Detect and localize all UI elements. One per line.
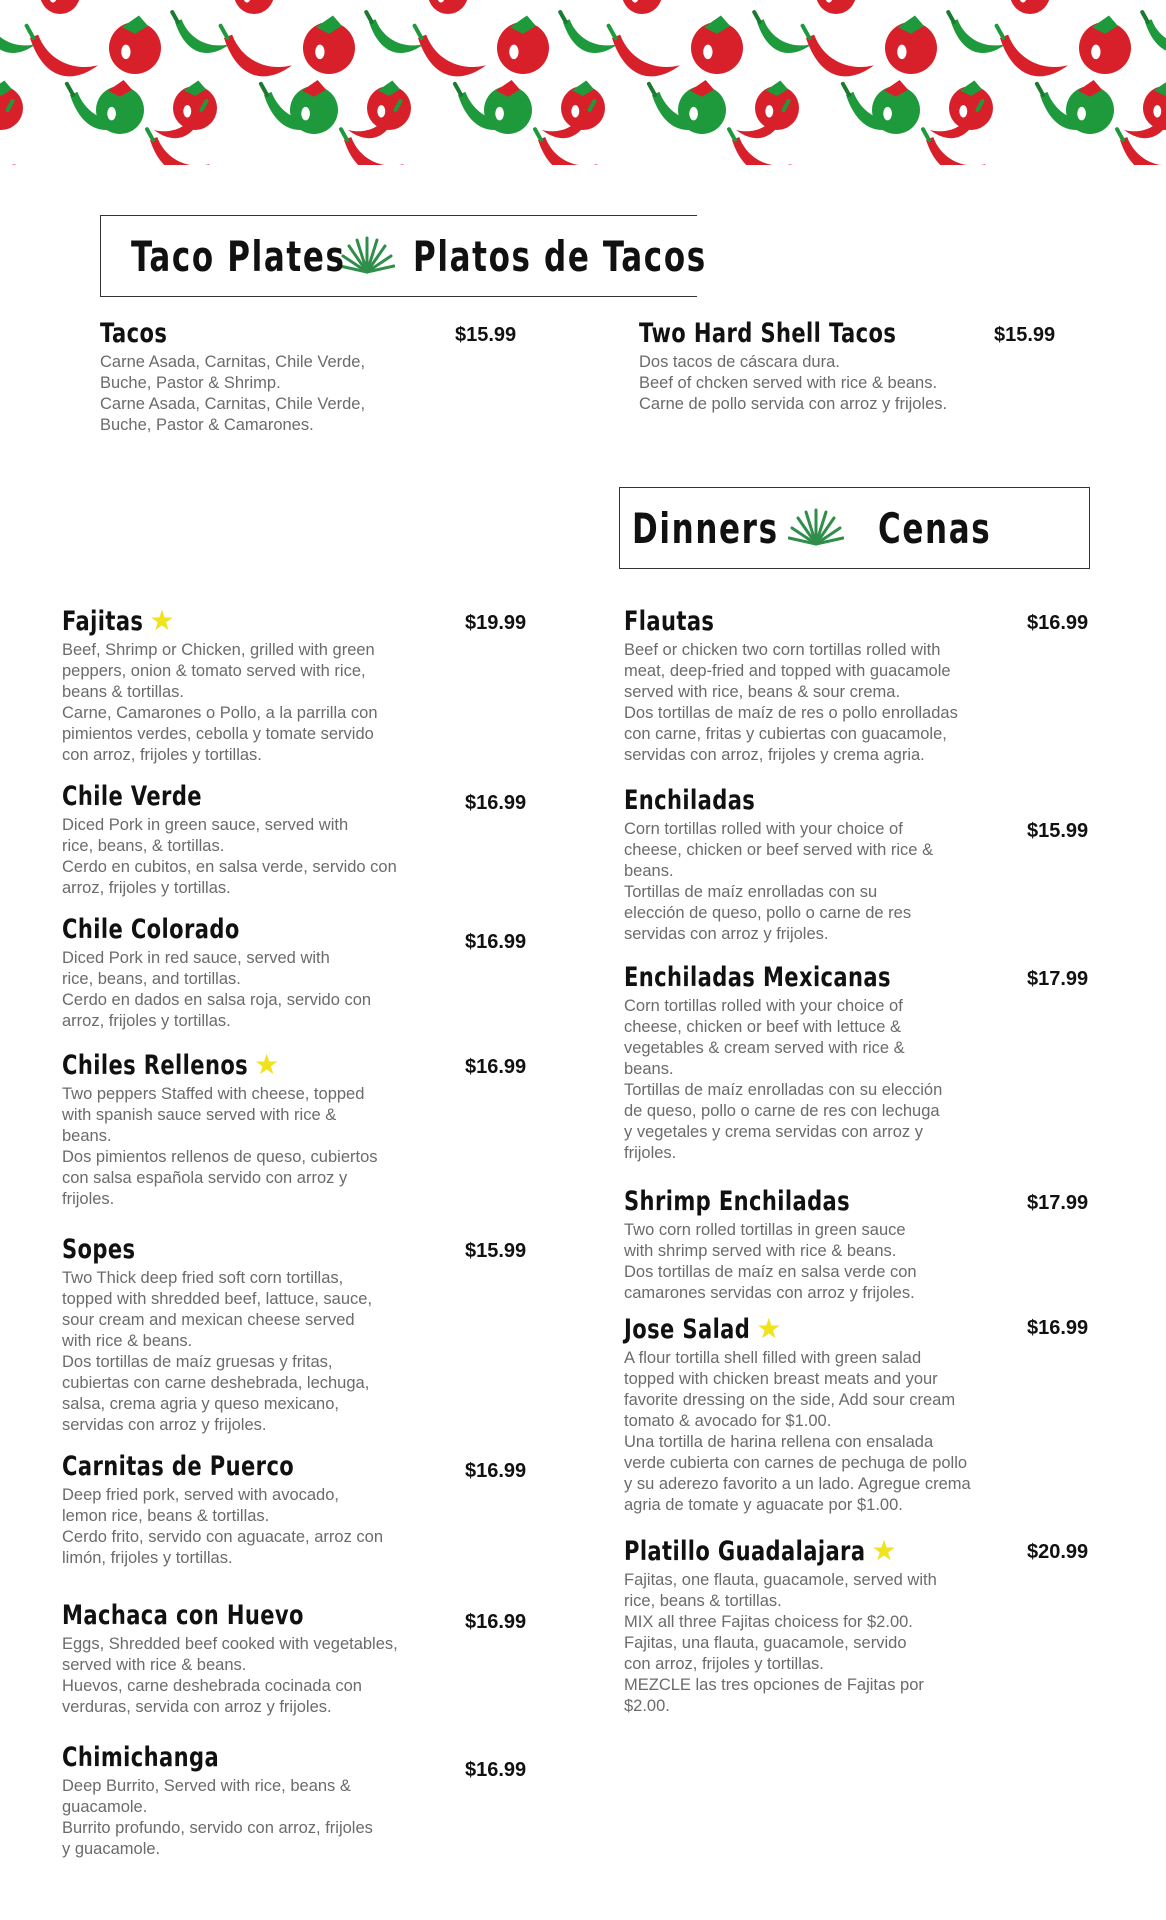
item-price: $17.99 (1027, 1192, 1089, 1214)
item-description: Two peppers Staffed with cheese, topped with spanish sauce served with rice & beans. Dos pimientos rellenos de queso, cubiertos con salsa española servido con arroz y frijoles. (62, 1085, 378, 1208)
item-price: $16.99 (465, 931, 527, 953)
item-name: Platillo Guadalajara (624, 1536, 866, 1567)
chili-shape (150, 137, 210, 165)
item-name: Two Hard Shell Tacos (639, 318, 897, 349)
chili-shape (1120, 137, 1166, 165)
item-price: $16.99 (1027, 1317, 1089, 1339)
menu-item-chiles-rellenos (62, 1050, 378, 1210)
item-price: $16.99 (465, 1460, 527, 1482)
menu-item-chimichanga (62, 1742, 373, 1860)
chili-shape (418, 35, 486, 77)
item-price: $15.99 (1027, 820, 1089, 842)
chili-shape (1000, 35, 1068, 77)
dinners-title-es: Cenas (878, 503, 992, 553)
tomato-shape (622, 0, 662, 14)
item-description: Fajitas, one flauta, guacamole, served with rice, beans & tortillas. MIX all three Fajitas choicess for $2.00. Fajitas, una flauta, guacamole, servido con arroz, frijoles y tortillas. MEZCLE las tres opciones de Fajitas por $2.00. (624, 1571, 937, 1715)
item-price: $20.99 (1027, 1541, 1089, 1563)
menu-item-carnitas-de-puerco (62, 1451, 383, 1569)
item-price: $16.99 (1027, 612, 1089, 634)
menu-item-enchiladas-mexicanas (624, 962, 966, 1164)
item-price: $16.99 (465, 1611, 527, 1633)
menu-item-shrimp-enchiladas (624, 1186, 917, 1304)
item-description: Diced Pork in red sauce, served with rice, beans, and tortillas. Cerdo en dados en salsa roja, servido con arroz, frijoles y tortillas. (62, 949, 372, 1030)
star-icon: ★ (149, 605, 175, 636)
item-price: $17.99 (1027, 968, 1089, 990)
item-name: Shrimp Enchiladas (624, 1186, 851, 1217)
chili-shape (30, 35, 98, 77)
item-name: Chile Verde (62, 781, 202, 812)
menu-item-sopes (62, 1234, 372, 1436)
menu-item-jose-salad (624, 1314, 971, 1516)
item-description: Beef, Shrimp or Chicken, grilled with green peppers, onion & tomato served with rice, beans & tortillas. Carne, Camarones o Pollo, a la parrilla con pimientos verdes, cebolla y tomate servido con arroz, frijoles y tortillas. (62, 641, 378, 764)
menu-item-chile-verde (62, 781, 397, 899)
item-price: $15.99 (994, 324, 1056, 346)
chili-shape (0, 137, 16, 165)
chili-tomato-pattern (0, 0, 1166, 165)
item-description: Diced Pork in green sauce, served with rice, beans, & tortillas. Cerdo en cubitos, en salsa verde, servido con arroz, frijoles y tortillas. (62, 816, 397, 897)
menu-item-machaca-con-huevo (62, 1600, 398, 1718)
menu-item-fajitas (62, 606, 378, 766)
item-name: Enchiladas Mexicanas (624, 962, 891, 993)
taco-plates-header (100, 215, 707, 297)
item-name: Enchiladas (624, 785, 756, 816)
menu-item-flautas (624, 606, 958, 766)
item-name: Tacos (100, 318, 168, 349)
item-price: $15.99 (465, 1240, 527, 1262)
star-icon: ★ (871, 1535, 897, 1566)
taco-plates-title-es: Platos de Tacos (413, 231, 707, 281)
chili-shape (612, 35, 680, 77)
item-name: Flautas (624, 606, 715, 637)
item-name: Chile Colorado (62, 914, 240, 945)
chili-shape (538, 137, 598, 165)
item-name: Chiles Rellenos (62, 1050, 249, 1081)
item-description: Corn tortillas rolled with your choice of cheese, chicken or beef served with rice & beans. Tortillas de maíz enrolladas con su elección de queso, pollo o carne de res servidas con arroz y frijoles. (624, 820, 934, 943)
item-description: Deep Burrito, Served with rice, beans & guacamole. Burrito profundo, servido con arroz, frijoles y guacamole. (62, 1777, 373, 1858)
menu-item-platillo-guadalajara (624, 1536, 937, 1717)
item-name: Sopes (62, 1234, 136, 1265)
item-description: Two Thick deep fried soft corn tortillas, topped with shredded beef, lattuce, sauce, sour cream and mexican cheese served with rice & beans. Dos tortillas de maíz gruesas y fritas, cubiertas con carne deshebrada, lechuga, salsa, crema agria y queso mexicano, servidas con arroz y frijoles. (62, 1269, 373, 1434)
item-price: $16.99 (465, 1056, 527, 1078)
chili-shape (806, 35, 874, 77)
dinners-header (619, 487, 1090, 569)
tomato-shape (40, 0, 80, 14)
dinners-title-en: Dinners (632, 503, 779, 553)
item-name: Fajitas (62, 606, 144, 637)
menu-item-enchiladas (624, 785, 933, 945)
item-price: $16.99 (465, 792, 527, 814)
chili-shape (926, 137, 986, 165)
item-description: Corn tortillas rolled with your choice of cheese, chicken or beef with lettuce & vegetables & cream served with rice & beans. Tortillas de maíz enrolladas con su elección de queso, pollo o carne de res con lechuga y vegetales y crema servidas con arroz y frijoles. (624, 997, 943, 1162)
taco-plates-title-en: Taco Plates (131, 231, 346, 281)
chili-shape (224, 35, 292, 77)
menu-item-tacos (100, 318, 365, 436)
item-description: Deep fried pork, served with avocado, lemon rice, beans & tortillas. Cerdo frito, servido con aguacate, arroz con limón, frijoles y tortillas. (62, 1486, 384, 1567)
chili-shape (732, 137, 792, 165)
pattern-illustration (0, 0, 1166, 165)
tomato-shape (1010, 0, 1050, 14)
chili-shape (1145, 19, 1166, 53)
item-description: A flour tortilla shell filled with green salad topped with chicken breast meats and your favorite dressing on the side, Add sour cream tomato & avocado for $1.00. Una tortilla de harina rellena con ensalada verde cubierta con carnes de pechuga de pollo y su aderezo favorito a un lado. Agregue crema agria de tomate y aguacate por $1.00. (624, 1349, 971, 1514)
tomato-shape (816, 0, 856, 14)
item-price: $15.99 (455, 324, 517, 346)
item-price: $19.99 (465, 612, 527, 634)
item-description: Eggs, Shredded beef cooked with vegetables, served with rice & beans. Huevos, carne deshebrada cocinada con verduras, servida con arroz y frijoles. (62, 1635, 398, 1716)
menu-item-two-hard-shell-tacos (639, 318, 969, 415)
tomato-shape (428, 0, 468, 14)
agave-icon (788, 504, 844, 552)
star-icon: ★ (756, 1313, 782, 1344)
item-price: $16.99 (465, 1759, 527, 1781)
item-name: Carnitas de Puerco (62, 1451, 295, 1482)
item-name: Chimichanga (62, 1742, 220, 1773)
menu-item-chile-colorado (62, 914, 371, 1032)
chili-shape (344, 137, 404, 165)
item-description: Dos tacos de cáscara dura. Beef of chcken served with rice & beans. Carne de pollo servida con arroz y frijoles. (639, 353, 948, 413)
tomato-shape (234, 0, 274, 14)
item-name: Jose Salad (624, 1314, 751, 1345)
item-name: Machaca con Huevo (62, 1600, 304, 1631)
item-description: Carne Asada, Carnitas, Chile Verde, Buche, Pastor & Shrimp. Carne Asada, Carnitas, Chile Verde, Buche, Pastor & Camarones. (100, 353, 366, 434)
agave-icon (339, 232, 395, 280)
item-description: Beef or chicken two corn tortillas rolled with meat, deep-fried and topped with guacamole served with rice, beans & sour crema. Dos tortillas de maíz de res o pollo enrolladas con carne, fritas y cubiertas con guacamole, servidas con arroz, frijoles y crema agria. (624, 641, 958, 764)
star-icon: ★ (254, 1049, 280, 1080)
item-description: Two corn rolled tortillas in green sauce with shrimp served with rice & beans. Dos tortillas de maíz en salsa verde con camarones servidas con arroz y frijoles. (624, 1221, 917, 1302)
